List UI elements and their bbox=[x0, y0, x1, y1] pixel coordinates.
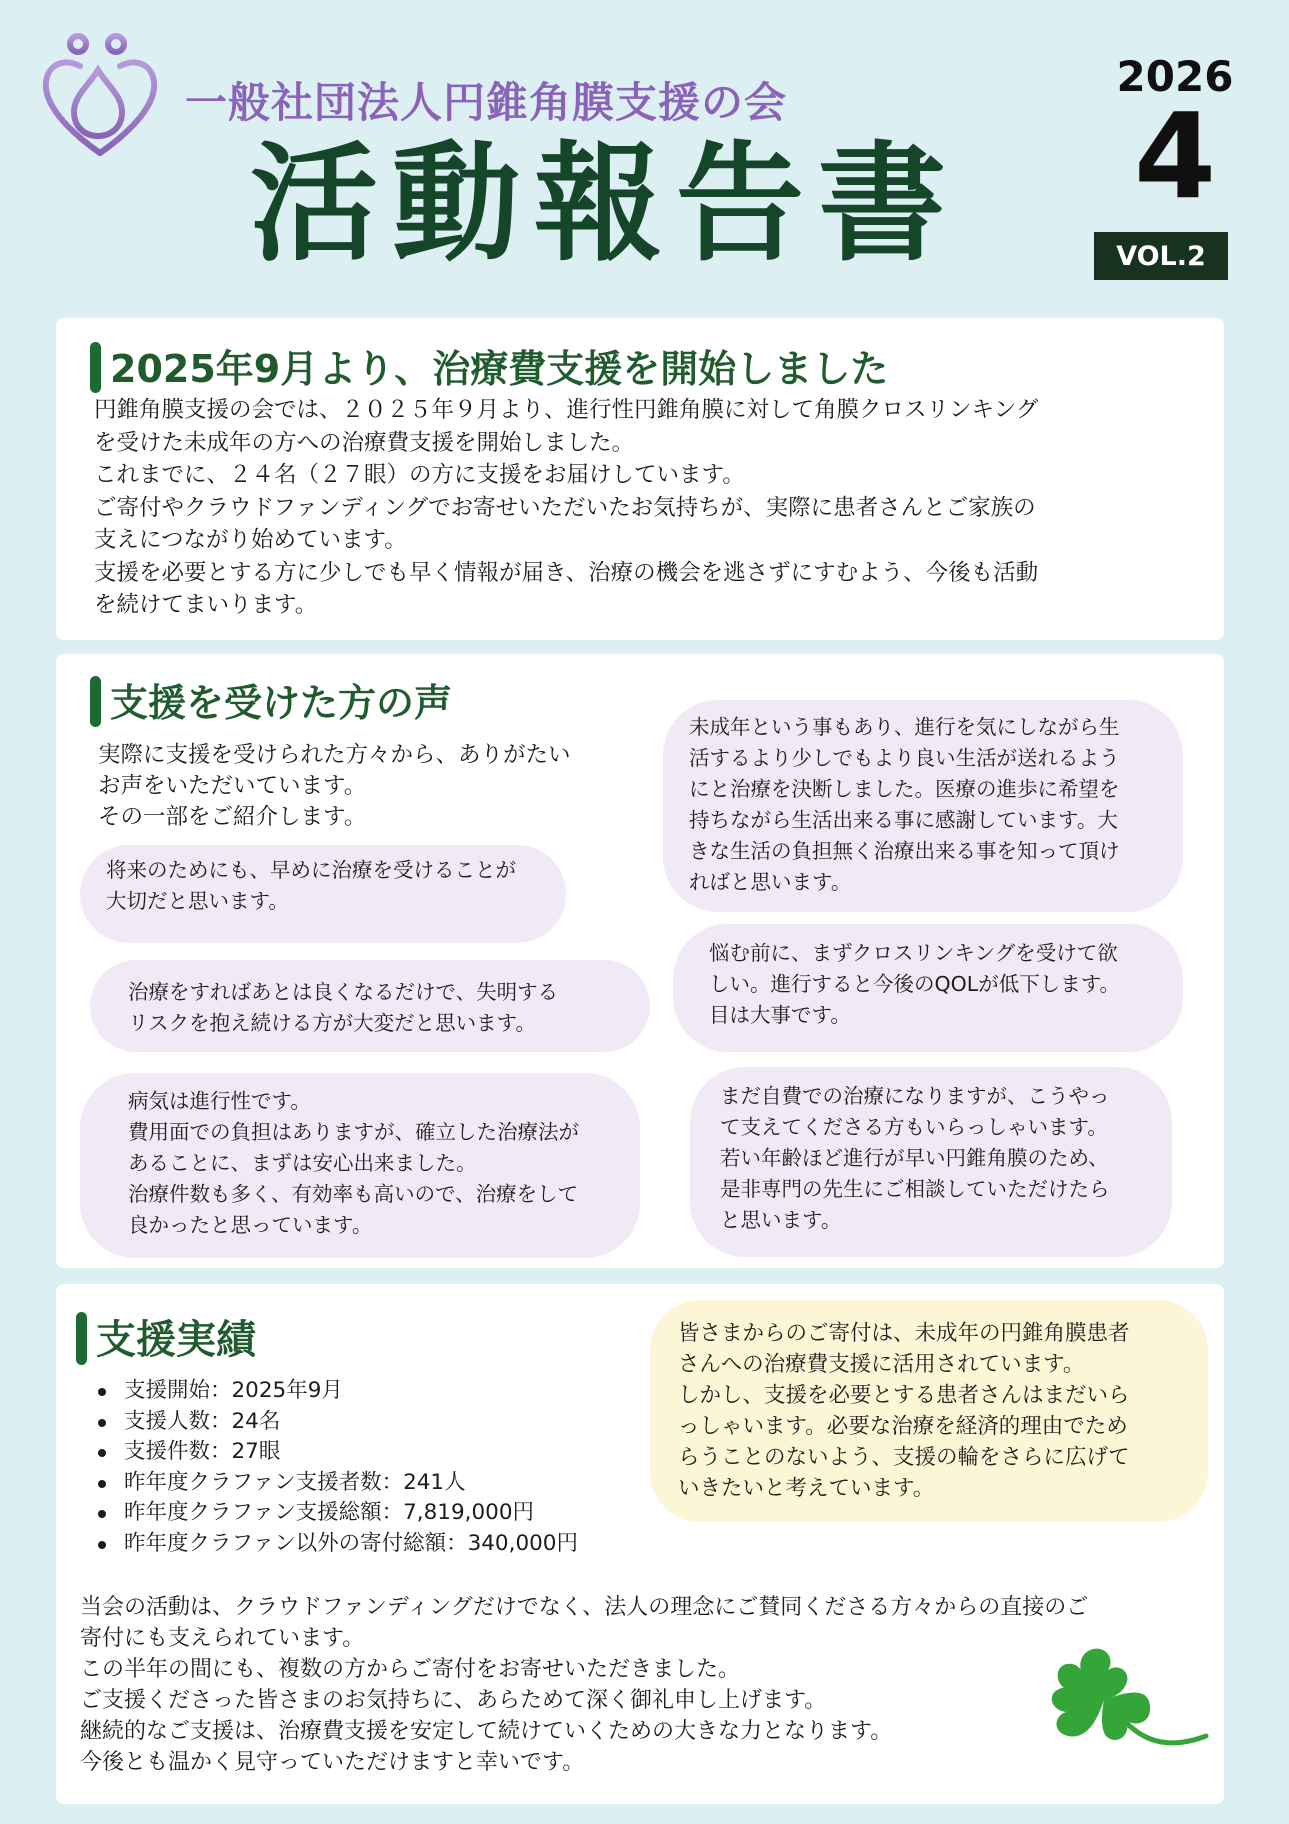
news-card bbox=[56, 318, 1224, 640]
testimonial-bubble: 病気は進行性です。 費用面での負担はありますが、確立した治療法が あることに、まずは安心出来ました。 治療件数も多く、有効率も高いので、治療をして 良かったと思っています。 bbox=[80, 1073, 640, 1258]
testimonial-bubble: まだ自費での治療になりますが、こうやっ て支えてくださる方もいらっしゃいます。 若い年齢ほど進行が早い円錐角膜のため、 是非専門の先生にご相談していただけたら と思います。 bbox=[690, 1067, 1172, 1257]
results-heading: 支援実績 bbox=[76, 1308, 256, 1365]
stat-item: 支援件数：27眼 bbox=[90, 1437, 578, 1468]
testimonial-bubble: 未成年という事もあり、進行を気にしながら生 活するより少しでもより良い生活が送れるよう にと治療を決断しました。医療の進歩に希望を 持ちながら生活出来る事に感謝しています。大 きな生活の負担無く治療出来る事を知って頂け ればと思います。 bbox=[663, 700, 1183, 912]
volume-badge: VOL.2 bbox=[1094, 232, 1228, 280]
news-paragraph: 円錐角膜支援の会では、２０２５年９月より、進行性円錐角膜に対して角膜クロスリンキング を受けた未成年の方への治療費支援を開始しました。 bbox=[94, 397, 1039, 456]
issue-month: 4 bbox=[1133, 87, 1217, 225]
news-paragraph: ご寄付やクラウドファンディングでお寄せいただいたお気持ちが、実際に患者さんとご家族の 支えにつながり始めています。 bbox=[94, 494, 1036, 553]
stat-item: 支援人数：24名 bbox=[90, 1407, 578, 1438]
news-body bbox=[94, 394, 1199, 622]
organization-name: 一般社団法人円錐角膜支援の会 bbox=[185, 78, 788, 127]
stat-item: 支援開始：2025年9月 bbox=[90, 1376, 578, 1407]
testimonial-bubble: 悩む前に、まずクロスリンキングを受けて欲 しい。進行すると今後のQOLが低下します。 目は大事です。 bbox=[673, 924, 1183, 1052]
voices-heading: 支援を受けた方の声 bbox=[90, 672, 452, 727]
four-leaf-clover-icon bbox=[1024, 1640, 1214, 1770]
donation-note: 皆さまからのご寄付は、未成年の円錐角膜患者 さんへの治療費支援に活用されています。 しかし、支援を必要とする患者さんはまだいら っしゃいます。必要な治療を経済的理由でため らうことのないよう、支援の輪をさらに広げて いきたいと考えています。 bbox=[650, 1300, 1208, 1522]
testimonial-bubble: 治療をすればあとは良くなるだけで、失明する リスクを抱え続ける方が大変だと思います。 bbox=[90, 960, 650, 1052]
stat-item: 昨年度クラファン支援者数：241人 bbox=[90, 1468, 578, 1499]
issue-year: 2026 bbox=[1116, 52, 1234, 101]
news-paragraph: 支援を必要とする方に少しでも早く情報が届き、治療の機会を逃さずにすむよう、今後も活動 を続けてまいります。 bbox=[94, 559, 1039, 618]
stat-item: 昨年度クラファン支援総額：7,819,000円 bbox=[90, 1498, 578, 1529]
testimonial-bubble: 将来のためにも、早めに治療を受けることが 大切だと思います。 bbox=[80, 845, 566, 943]
stats-list bbox=[90, 1376, 578, 1559]
stat-item: 昨年度クラファン以外の寄付総額：340,000円 bbox=[90, 1529, 578, 1560]
voices-intro: 実際に支援を受けられた方々から、ありがたい お声をいただいています。 その一部をご紹介します。 bbox=[98, 742, 571, 830]
page-title: 活動報告書 bbox=[250, 130, 961, 279]
news-paragraph: これまでに、２４名（２７眼）の方に支援をお届けしています。 bbox=[94, 462, 745, 488]
closing-message: 当会の活動は、クラウドファンディングだけでなく、法人の理念にご賛同くださる方々からの直接のご 寄付にも支えられています。 この半年の間にも、複数の方からご寄付をお寄せいただきました。 ご支援くださった皆さまのお気持ちに、あらためて深く御礼申し上げます。 継続的なご支援は、治療費支援を安定して続けていくための大きな力となります。 今後とも温かく見守っていただけますと幸いです。 bbox=[80, 1595, 1089, 1775]
news-heading: 2025年9月より、治療費支援を開始しました bbox=[90, 338, 888, 393]
heart-drop-logo-icon bbox=[40, 30, 160, 160]
